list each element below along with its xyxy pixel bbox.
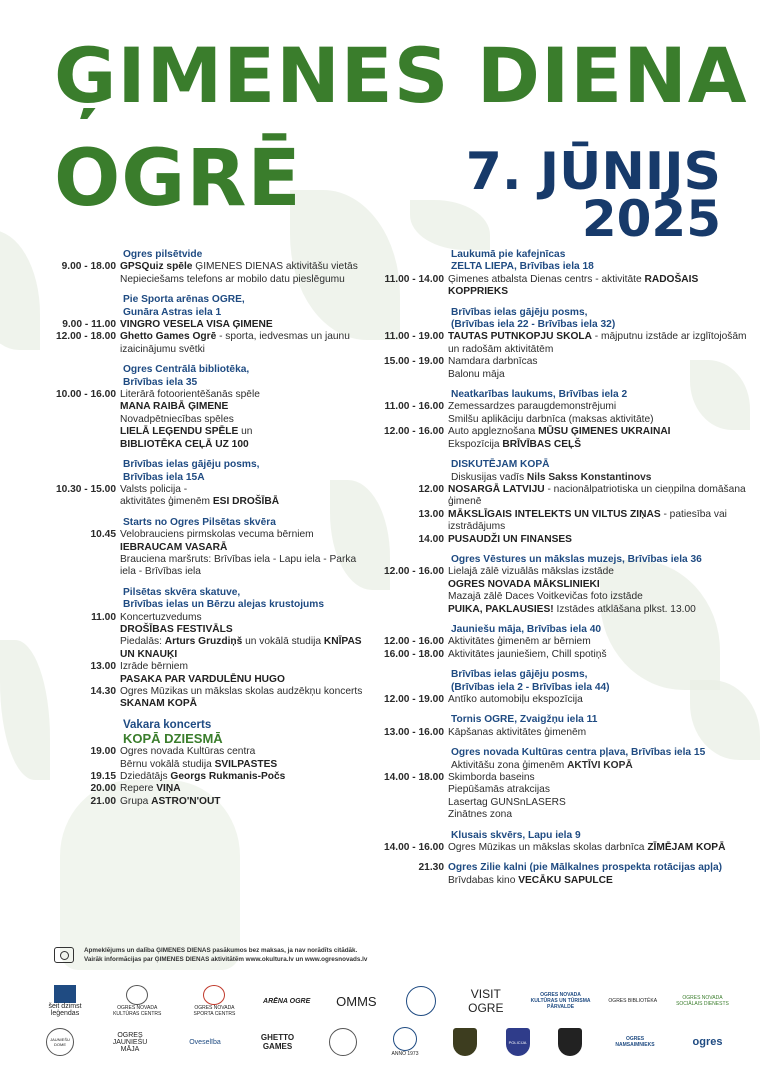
section-title: Klusais skvērs, Lapu iela 9: [451, 829, 581, 841]
section-subtitle: (Brīvības iela 2 - Brīvības iela 44): [451, 681, 610, 693]
schedule-row: [375, 331, 755, 356]
event-desc: Kāpšanas aktivitātes ģimenēm: [448, 726, 587, 738]
event-time: 10.45: [90, 529, 116, 541]
schedule-row: [40, 319, 370, 331]
schedule-row: [40, 484, 370, 509]
jauniesu-maja-logo: OGRES JAUNIEŠU MĀJA: [112, 1031, 148, 1053]
schedule-row: [375, 862, 755, 887]
event-time: 13.00: [90, 661, 116, 673]
event-time: 16.00 - 18.00: [383, 648, 444, 660]
sporta-centrs-logo: OGRES NOVADA SPORTA CENTRS: [184, 985, 244, 1017]
footer-info-line1: Apmeklējums un dalība ĢIMENES DIENAS pasākumos bez maksas, ja nav norādīts citādāk.: [84, 947, 358, 954]
section-tornis-ogre: [375, 714, 755, 739]
section-note: Diskusijas vadīs Nils Sakss Konstantinovs: [451, 471, 652, 483]
event-time: 14.00 - 18.00: [383, 772, 444, 784]
event-time: 9.00 - 11.00: [62, 319, 116, 331]
event-desc: Ģimenes atbalsta Dienas centrs - aktivitāte RADOŠAIS KOPPRIEKS: [448, 273, 699, 298]
oveseliba-logo: Oveselība: [189, 1038, 221, 1046]
event-time: 10.00 - 16.00: [55, 389, 116, 401]
schedule-row: [40, 796, 370, 808]
section-gajeju-posms-2-44: [375, 669, 755, 706]
section-subtitle: Gunāra Astras iela 1: [123, 306, 222, 318]
event-desc: Ogres Mūzikas un mākslas skolas darbnīca ZĪMĒJAM KOPĀ: [448, 842, 726, 854]
event-desc: Repere VIŅA: [120, 783, 181, 795]
event-desc: Zemessardzes paraugdemonstrējumi Smilšu aplikāciju darbnīca (maksas aktivitāte): [448, 401, 654, 425]
schedule-row: [375, 694, 755, 706]
event-desc: Koncertuzvedums DROŠĪBAS FESTIVĀLS Piedalās: Arturs Gruzdiņš un vokālā studija KNĪPAS UN KNAUĶI: [120, 611, 362, 660]
event-time: 12.00: [418, 483, 444, 495]
event-desc: TAUTAS PUTNKOPJU SKOLA - mājputnu izstāde ar izglītojošām un radošām aktivitātēm: [448, 331, 747, 355]
event-time: 14.00 - 16.00: [383, 842, 444, 854]
schedule-row: [375, 636, 755, 648]
police-badge-logo: [555, 1026, 585, 1058]
poster-date: 7. JŪNIJS: [465, 142, 721, 202]
section-biblioteka: [40, 364, 370, 451]
event-desc: VINGRO VESELA VISA ĢIMENE: [120, 319, 273, 331]
emblem-icon: [329, 1028, 357, 1056]
section-vestures-muzejs: [375, 554, 755, 616]
section-sporta-arena: [40, 294, 370, 356]
event-desc: GPSQuiz spēle ĢIMENES DIENAS aktivitāšu vietās Nepieciešams telefons ar mobilo datu pieslēgumu: [120, 261, 358, 285]
event-time: 20.00: [90, 783, 116, 795]
event-time: 12.00 - 19.00: [383, 694, 444, 705]
emblem-logo: [401, 985, 441, 1017]
zemessardze-logo: [450, 1026, 480, 1058]
section-gajeju-posms-15a: [40, 459, 370, 509]
section-title: Brīvības ielas gājēju posms,: [123, 459, 260, 471]
event-desc: NOSARGĀ LATVIJU - nacionālpatriotiska un cieņpilna domāšana ģimenē: [448, 483, 746, 508]
event-time: 19.00: [90, 746, 116, 758]
poster-year: 2025: [581, 190, 721, 248]
footer-info-line2: Vairāk informācijas par ĢIMENES DIENAS aktivitātēm www.okultura.lv un www.ogresnovads.lv: [84, 956, 368, 963]
jauniesu-dome-logo: JAUNIEŠU DOME: [40, 1026, 80, 1058]
event-desc: Velobrauciens pirmskolas vecuma bērniem IEBRAUCAM VASARĀ Brauciena maršruts: Brīvības iela - Lapu iela - Parka iela - Brīvības iela: [120, 529, 357, 578]
section-kulturas-centra-plava: [375, 747, 755, 821]
schedule-row: [40, 661, 370, 686]
section-zilie-kalni: [375, 862, 755, 887]
schedule-row: [40, 783, 370, 795]
event-desc: Namdara darbnīcas Balonu māja: [448, 356, 538, 380]
section-title: Brīvības ielas gājēju posms,: [451, 306, 588, 318]
event-desc: Ghetto Games Ogrē - sporta, iedvesmas un jaunu izaicinājumu svētki: [120, 331, 350, 355]
schedule-row: [375, 401, 755, 426]
schedule-row: [40, 261, 370, 286]
section-subtitle: Brīvības ielas un Bērzu alejas krustojums: [123, 599, 324, 611]
section-subtitle: Brīvības iela 15A: [123, 471, 205, 483]
section-gajeju-posms-22-32: [375, 307, 755, 381]
event-desc: Dziedātājs Georgs Rukmanis-Počs: [120, 771, 286, 783]
badge-icon: [558, 1028, 582, 1056]
bibliotekas-logo: OGRES BIBLIOTĒKA: [608, 998, 658, 1004]
event-desc: Valsts policija - aktivitātes ģimenēm ESI DROŠĪBĀ: [120, 483, 280, 508]
section-jauniesu-maja: [375, 624, 755, 661]
event-desc: Antīko automobiļu ekspozīcija: [448, 694, 583, 705]
background-leaf: [410, 200, 490, 250]
event-time: 21.30: [418, 862, 444, 874]
emblem-logo: [325, 1026, 360, 1058]
anno-1973-logo: ANNO 1973: [383, 1026, 428, 1058]
section-neatkaribas-laukums: [375, 389, 755, 451]
section-title: Starts no Ogres Pilsētas skvēra: [123, 516, 276, 528]
schedule-row: [40, 389, 370, 451]
shield-icon: [453, 1028, 477, 1056]
logos-row-2: [40, 1026, 730, 1058]
concert-title: KOPĀ DZIESMĀ: [123, 731, 223, 747]
schedule-right-column: [375, 249, 755, 895]
section-skvera-skatuve: [40, 587, 370, 711]
schedule-row: [375, 566, 755, 616]
schedule-row: [40, 529, 370, 579]
section-title: Vakara koncerts: [123, 718, 212, 731]
turisma-parvalde-logo: OGRES NOVADA KULTŪRAS UN TŪRISMA PĀRVALDE: [530, 992, 591, 1010]
event-time: 11.00 - 19.00: [384, 331, 444, 343]
kulturas-centrs-logo: OGRES NOVADA KULTŪRAS CENTRS: [107, 985, 167, 1017]
event-time: 13.00: [418, 508, 444, 520]
section-title: Laukumā pie kafejnīcas: [451, 249, 566, 260]
schedule-row: [375, 772, 755, 822]
event-time: 11.00 - 14.00: [384, 273, 444, 285]
ogres-logo: ogres: [692, 1036, 723, 1048]
schedule-row: [375, 727, 755, 739]
event-time: 13.00 - 16.00: [383, 726, 444, 738]
schedule-row: [40, 746, 370, 771]
schedule-row: [375, 274, 755, 299]
visit-ogre-logo: VISIT OGRE: [468, 987, 504, 1015]
section-title: DISKUTĒJAM KOPĀ: [451, 459, 550, 471]
event-desc: Izrāde bērniem PASAKA PAR VARDULĒNU HUGO: [120, 661, 285, 685]
schedule-row: [375, 356, 755, 381]
schedule-row: [40, 771, 370, 783]
section-klusais-skvers: [375, 830, 755, 855]
section-subtitle: (Brīvības iela 22 - Brīvības iela 32): [451, 319, 616, 331]
event-time: 21.00: [90, 795, 116, 807]
event-desc: Auto apgleznošana MŪSU ĢIMENES UKRAINAI Ekspozīcija BRĪVĪBAS CEĻŠ: [448, 426, 671, 450]
section-zelta-liepa: [375, 249, 755, 299]
section-diskutejam-kopa: [375, 459, 755, 546]
section-title: Brīvības ielas gājēju posms,: [451, 669, 588, 681]
event-desc: Ogres novada Kultūras centra Bērnu vokālā studija SVILPASTES: [120, 746, 278, 770]
compass-icon: [126, 985, 148, 1005]
omms-logo: OMMS: [336, 993, 377, 1009]
section-title: Pilsētas skvēra skatuve,: [123, 586, 241, 598]
section-title: Neatkarības laukums, Brīvības iela 2: [451, 389, 628, 401]
schedule-row: [40, 686, 370, 711]
section-pilsetvide: [40, 249, 370, 286]
event-desc: Grupa ASTRO'N'OUT: [120, 795, 221, 807]
event-time: 12.00 - 18.00: [55, 331, 116, 343]
event-time: 14.30: [90, 686, 116, 697]
event-desc: Skimborda baseins Piepūšamās atrakcijas Lasertag GUNSnLASERS Zinātnes zona: [448, 772, 566, 821]
socialais-dienests-logo: OGRES NOVADA SOCIĀLAIS DIENESTS: [676, 995, 729, 1007]
poster-title-line2: OGRĒ: [54, 134, 302, 224]
event-desc: Aktivitātes ģimenēm ar bērniem: [448, 636, 591, 648]
ghetto-games-logo: GHETTO GAMES: [260, 1033, 295, 1051]
event-time: 11.00: [91, 611, 116, 623]
schedule-row: [375, 649, 755, 661]
emblem-icon: [406, 986, 436, 1016]
poster-title-line1: ĢIMENES DIENA: [54, 31, 748, 120]
event-desc: Literārā fotoorientēšanās spēle MANA RAIBĀ ĢIMENE Novadpētniecības spēles LIELĀ LEĢENDU SPĒLE un BIBLIOTĒKA CEĻĀ UZ 100: [120, 389, 260, 450]
schedule-row: [375, 484, 755, 509]
section-title: Ogres Centrālā bibliotēka,: [123, 364, 250, 376]
section-title: Ogres novada Kultūras centra pļava, Brīvības iela 15: [451, 747, 706, 759]
section-title: Jauniešu māja, Brīvības iela 40: [451, 623, 602, 635]
event-time: 15.00 - 19.00: [383, 356, 444, 368]
section-vakara-koncerts: [40, 719, 370, 808]
schedule-row: [40, 612, 370, 662]
section-subtitle: ZELTA LIEPA, Brīvības iela 18: [451, 261, 594, 273]
schedule-row: [40, 331, 370, 356]
schedule-row: [375, 534, 755, 546]
event-time: 12.00 - 16.00: [383, 636, 444, 648]
namsaimnieks-logo: OGRES NAMSAIMNIEKS: [615, 1036, 655, 1048]
event-time: 19.15: [90, 771, 116, 783]
sports-icon: [203, 985, 225, 1005]
schedule-left-column: [40, 249, 370, 816]
section-title: Tornis OGRE, Zvaigžņu iela 11: [451, 714, 598, 726]
event-time: 11.00 - 16.00: [384, 401, 444, 413]
background-leaf: [0, 230, 40, 350]
event-desc: PUSAUDŽI UN FINANSES: [448, 533, 572, 545]
crest-icon: [393, 1027, 417, 1051]
section-title: Pie Sporta arēnas OGRE,: [123, 294, 245, 306]
schedule-row: [375, 426, 755, 451]
policija-logo: POLICIJA: [503, 1026, 533, 1058]
schedule-row: [375, 509, 755, 534]
event-time: 9.00 - 18.00: [61, 261, 116, 273]
section-note: Aktivitāšu zona ģimenēm AKTĪVI KOPĀ: [451, 759, 633, 771]
event-desc: Ogres Mūzikas un mākslas skolas audzēkņu koncerts SKANAM KOPĀ: [120, 686, 363, 710]
ogre-logo-mark: [54, 985, 76, 1003]
event-desc: MĀKSLĪGAIS INTELEKTS UN VILTUS ZIŅAS - patiesība vai izstrādājums: [448, 508, 727, 533]
schedule-row: [375, 842, 755, 854]
event-time: 12.00 - 16.00: [383, 566, 444, 578]
event-time: 14.00: [418, 533, 444, 545]
event-desc: Ogres Zilie kalni (pie Mālkalnes prospekta rotācijas apļa) Brīvdabas kino VECĀKU SAPULCE: [448, 862, 723, 886]
event-time: 12.00 - 16.00: [383, 426, 444, 438]
footer-info: [84, 946, 367, 964]
event-time: 10.30 - 15.00: [55, 483, 116, 495]
ogre-legend-logo: šeit dzimst leģendas: [40, 985, 90, 1017]
event-desc: Aktivitātes jauniešiem, Chill spotiņš: [448, 648, 607, 660]
logos-row-1: [40, 985, 730, 1017]
section-subtitle: Brīvības iela 35: [123, 376, 198, 388]
section-starts-skvers: [40, 517, 370, 579]
arena-ogre-logo: ARĒNA OGRE: [263, 997, 311, 1005]
section-title: Ogres pilsētvide: [123, 249, 203, 260]
camera-icon: [54, 947, 74, 963]
event-desc: Lielajā zālē vizuālās mākslas izstāde OGRES NOVADA MĀKSLINIEKI Mazajā zālē Daces Voitkevičas foto izstāde PUIKA, PAKLAUSIES! Izstādes atklāšana plkst. 13.00: [448, 566, 696, 615]
section-title: Ogres Vēstures un mākslas muzejs, Brīvības iela 36: [451, 553, 702, 565]
